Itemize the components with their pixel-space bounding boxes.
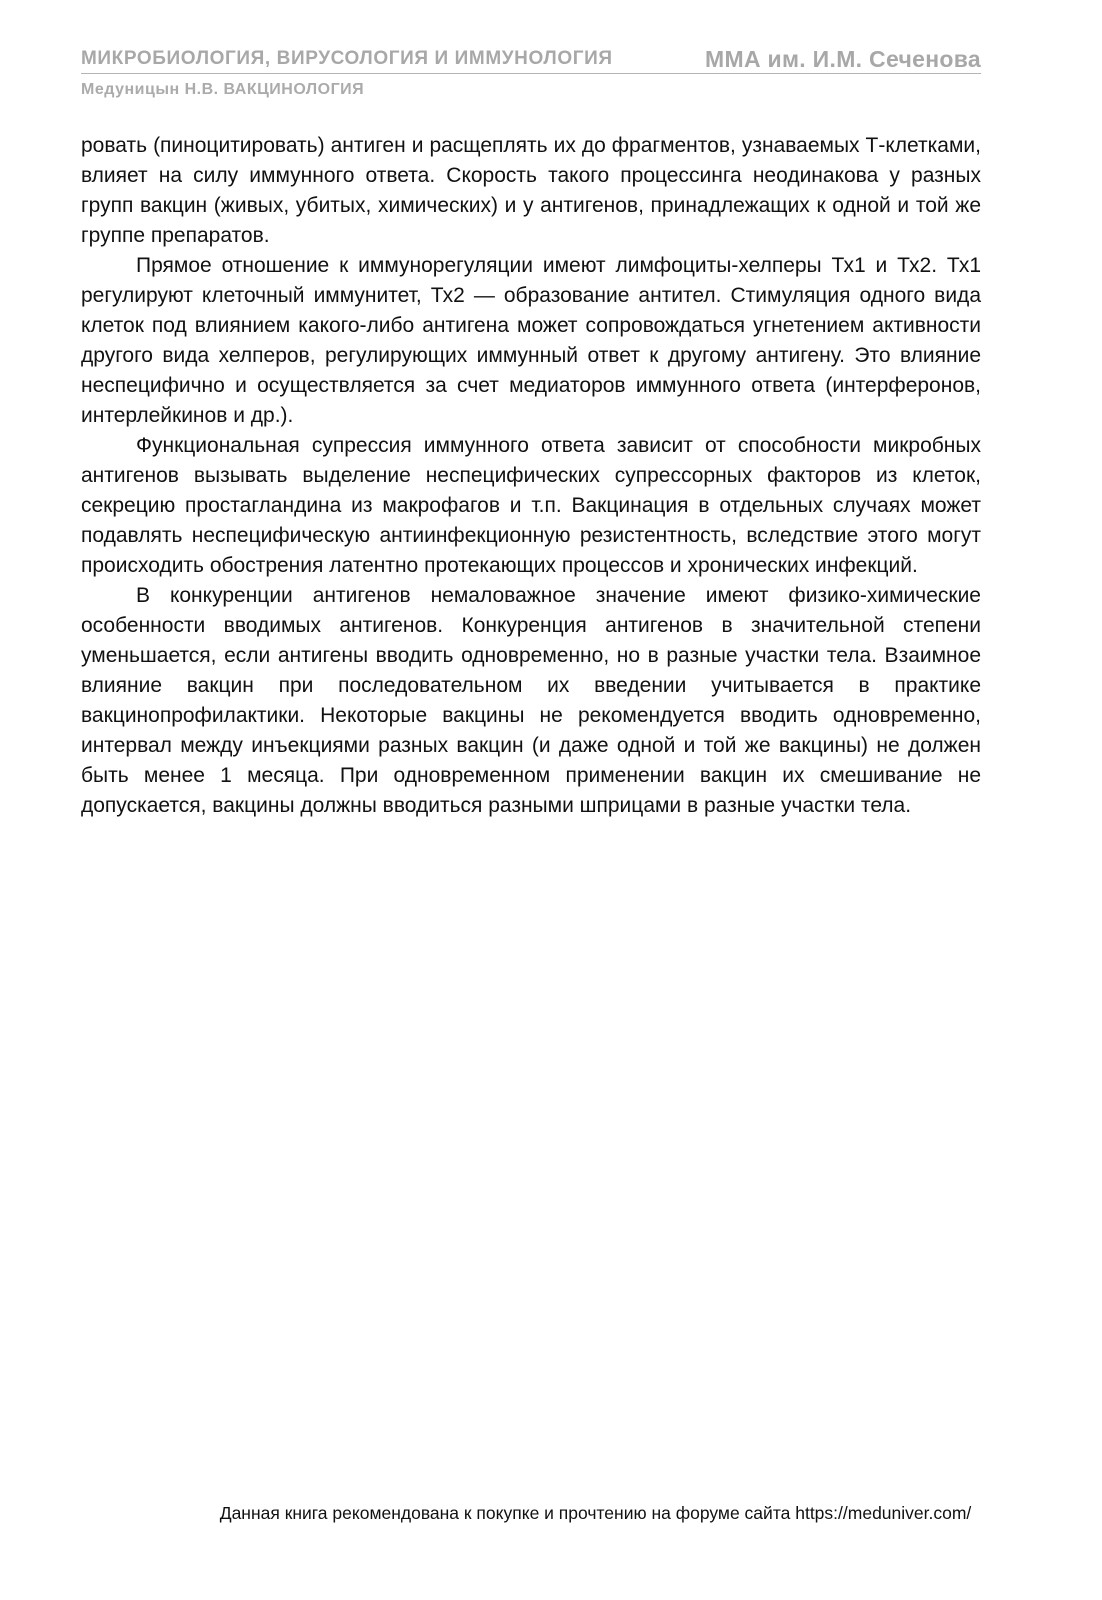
body-paragraph: Функциональная супрессия иммунного ответа зависит от способности микробных антигенов вызывать выделение неспецифических супрессорных факторов из клеток, секрецию простагландина из макрофагов и т.п. Вакцинация в отдельных случаях может подавлять неспецифическую антиинфекционную резистентность, вследствие этого могут происходить обострения латентно протекающих процессов и хронических инфекций.	[81, 434, 981, 577]
body-paragraph: В конкуренции антигенов немаловажное значение имеют физико-химические особенности вводимых антигенов. Конкуренция антигенов в значительной степени уменьшается, если антигены вводить одновременно, но в разные участки тела. Взаимное влияние вакцин при последовательном их введении учитывается в практике вакцинопрофилактики. Некоторые вакцины не рекомендуется вводить одновременно, интервал между инъекциями разных вакцин (и даже одной и той же вакцины) не должен быть менее 1 месяца. При одновременном применении вакцин их смешивание не допускается, вакцины должны вводиться разными шприцами в разные участки тела.	[81, 584, 981, 817]
running-header	[81, 44, 981, 100]
header-institution-title: ММА им. И.М. Сеченова	[705, 46, 981, 72]
header-book-title: Медуницын Н.В. ВАКЦИНОЛОГИЯ	[81, 81, 365, 98]
body-paragraph: Прямое отношение к иммунорегуляции имеют лимфоциты-хелперы Тх1 и Тх2. Тх1 регулируют клеточный иммунитет, Тх2 — образование антител. Стимуляция одного вида клеток под влиянием какого-либо антигена может сопровождаться угнетением активности другого вида хелперов, регулирующих иммунный ответ к другому антигену. Это влияние неспецифично и осуществляется за счет медиаторов иммунного ответа (интерферонов, интерлейкинов и др.).	[81, 254, 981, 427]
footer-notice: Данная книга рекомендована к покупке и прочтению на форуме сайта https://meduniver.com/	[219, 1503, 972, 1523]
body-paragraph: ровать (пиноцитировать) антиген и расщеплять их до фрагментов, узнаваемых Т-клетками, влияет на силу иммунного ответа. Скорость такого процессинга неодинакова у разных групп вакцин (живых, убитых, химических) и у антигенов, принадлежащих к одной и той же группе препаратов.	[81, 134, 981, 247]
header-title-row	[81, 44, 981, 74]
header-discipline-title: МИКРОБИОЛОГИЯ, ВИРУСОЛОГИЯ И ИММУНОЛОГИЯ	[81, 48, 613, 69]
page-footer	[0, 1502, 1102, 1524]
page-body	[81, 131, 981, 821]
